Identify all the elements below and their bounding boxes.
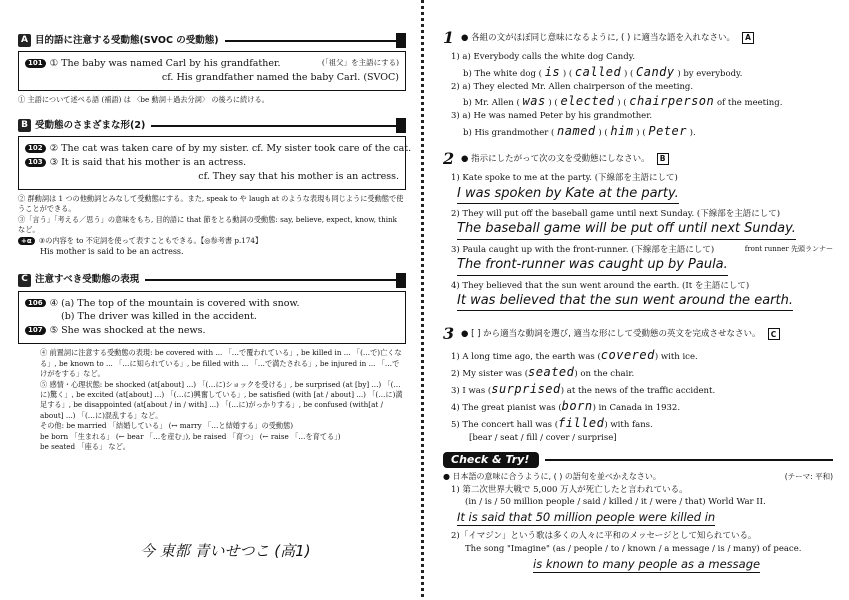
example-cf: cf. They say that his mother is an actress. bbox=[198, 170, 399, 182]
example-106b: (b) The driver was killed in the accident. bbox=[61, 311, 257, 323]
section-b-badge: B bbox=[18, 119, 31, 132]
example-text: ③ It is said that his mother is an actress. bbox=[49, 157, 247, 169]
answer-input[interactable]: is known to many people as a message bbox=[533, 557, 760, 573]
section-a-note: ① 主語について述べる語 (補語) は 〈be 動詞＋過去分詞〉 の後ろに続ける。 bbox=[18, 94, 269, 104]
section-a-header bbox=[18, 34, 406, 47]
check-badge: Check & Try! bbox=[443, 452, 539, 468]
q2-prompt: 3) Paula caught up with the front-runner. (下線部を主語にして) bbox=[451, 244, 715, 255]
text: ) with ice. bbox=[654, 352, 698, 363]
question-1-header bbox=[443, 28, 833, 48]
answer-input[interactable]: surprised bbox=[491, 382, 561, 397]
question-3-header bbox=[443, 324, 833, 344]
q3-line bbox=[451, 399, 833, 414]
divider bbox=[145, 279, 406, 281]
example-103 bbox=[25, 157, 399, 169]
section-a-badge: A bbox=[18, 34, 31, 47]
note-line bbox=[18, 236, 406, 246]
q2-prompt: 4) They believed that the sun went around the earth. (It を主語にして) bbox=[451, 280, 750, 291]
note-line: be seated 「座る」 など。 bbox=[40, 442, 130, 452]
example-note: (「祖父」を主語にする) bbox=[321, 58, 399, 67]
question-title: ● 各組の文がほぼ同じ意味になるように, ( ) に適当な語を入れなさい。 bbox=[461, 32, 736, 43]
example-cf: cf. His grandfather named the baby Carl. (SVOC) bbox=[161, 71, 399, 83]
question-title: ● [ ] から適当な動詞を選び, 適当な形にして受動態の英文を完成させなさい。 bbox=[461, 329, 761, 340]
section-b-notes bbox=[18, 194, 406, 258]
theme-label: (テーマ: 平和) bbox=[784, 471, 833, 481]
q3-line bbox=[451, 365, 833, 380]
text: ) at the news of the traffic accident. bbox=[560, 386, 716, 397]
section-c-notes bbox=[40, 348, 406, 452]
answer-input[interactable]: Peter bbox=[648, 123, 687, 138]
answer-input[interactable]: seated bbox=[528, 365, 575, 380]
answer-input[interactable]: The baseball game will be put off until next Sunday. bbox=[457, 221, 796, 239]
check-words: (in / is / 50 million people / said / killed / it / were / that) World War II. bbox=[465, 497, 766, 508]
question-title: ● 指示にしたがって次の文を受動態にしなさい。 bbox=[461, 153, 650, 164]
word-choices: [bear / seat / fill / cover / surprise] bbox=[469, 433, 617, 444]
answer-input[interactable]: It is said that 50 million people were killed in bbox=[457, 510, 715, 526]
q2-prompt: 1) Kate spoke to me at the party. (下線部を主語にして) bbox=[451, 172, 678, 183]
text: 1) A long time ago, the earth was ( bbox=[451, 352, 601, 363]
note-line: ⑤ 感情・心理状態: be shocked (at[about] ...) 「(…に)ショックを受ける」, be surprised (at [by] ...) 「(…に)驚く」, be excited (at[about] ...) 「(…に)興奮している」, be satisfied (with [at / about] ...) 「(…に)満足する」, be disappointed (at[about / in / with] ...) 「(…に)がっかりする」, be confused (with[at / about] ...) 「(…に)混乱する」など。 bbox=[40, 379, 403, 420]
q3-line bbox=[451, 382, 833, 397]
question-number: 1 bbox=[443, 28, 455, 47]
q1-answer-line: b) Mr. Allen ( was ) ( elected ) ( chairperson of the meeting. bbox=[463, 94, 783, 109]
section-a-title: 目的語に注意する受動態(SVOC の受動態) bbox=[35, 34, 219, 46]
example-106 bbox=[25, 298, 399, 310]
check-header bbox=[443, 452, 833, 468]
answer-input[interactable]: I was spoken by Kate at the party. bbox=[457, 186, 679, 204]
example-tag: 103 bbox=[25, 158, 46, 167]
plus-alpha-tag: +α bbox=[18, 237, 35, 245]
q2-prompt: 2) They will put off the baseball game until next Sunday. (下線部を主語にして) bbox=[451, 208, 781, 219]
text: b) The white dog ( bbox=[463, 68, 542, 79]
example-text: ② The cat was taken care of by my sister. cf. My sister took care of the cat. bbox=[49, 143, 412, 155]
check-prompt: 1) 第二次世界大戦で 5,000 万人が死亡したと言われている。 bbox=[451, 484, 688, 495]
text: ) with fans. bbox=[604, 420, 653, 431]
q1-sentence: 2) a) They elected Mr. Allen chairperson of the meeting. bbox=[451, 81, 694, 92]
check-instructions bbox=[443, 472, 833, 482]
note-line: ② 群動詞は 1 つの他動詞とみなして受動態にする。また, speak to や laugh at のような表現も同じように受動態で使うことができる。 bbox=[18, 193, 404, 214]
page-spine bbox=[421, 0, 424, 600]
example-tag: 101 bbox=[25, 59, 46, 68]
q1-sentence: 1) a) Everybody calls the white dog Candy. bbox=[451, 52, 636, 62]
answer-input[interactable]: is bbox=[544, 64, 561, 79]
q3-line bbox=[451, 416, 833, 431]
note-line: be born 「生まれる」 (← bear 「…を産む」), be raised 「育つ」 (← raise 「…を育てる」) bbox=[40, 431, 341, 441]
section-c-title: 注意すべき受動態の表現 bbox=[35, 274, 140, 286]
check-prompt: 2)「イマジン」という歌は多くの人々に平和のメッセージとして知られている。 bbox=[451, 531, 757, 542]
check-and-try bbox=[443, 452, 833, 576]
section-c-badge: C bbox=[18, 274, 31, 287]
vocab-note: front runner 先頭ランナー bbox=[744, 244, 833, 253]
q2-prompt-row bbox=[451, 245, 833, 256]
answer-input[interactable]: elected bbox=[560, 94, 615, 109]
note-text: ③の内容を to 不定詞を使って表すこともできる。【◎参考書 p.174】 bbox=[38, 235, 263, 245]
answer-input[interactable]: covered bbox=[600, 348, 655, 363]
question-number: 2 bbox=[443, 148, 455, 168]
text: 3) I was ( bbox=[451, 386, 492, 397]
example-107 bbox=[25, 325, 399, 337]
note-example: His mother is said to be an actress. bbox=[40, 247, 184, 256]
q1-answer-line: b) His grandmother ( named ) ( him ) ( Peter ). bbox=[463, 123, 696, 138]
section-b-examples bbox=[18, 136, 412, 190]
instruction-text: ● 日本語の意味に合うように, ( ) の語句を並べかえなさい。 bbox=[443, 471, 661, 481]
example-text: ① The baby was named Carl by his grandfather. bbox=[49, 58, 281, 69]
example-text: ④ (a) The top of the mountain is covered with snow. bbox=[49, 297, 300, 309]
answer-input[interactable]: born bbox=[561, 399, 593, 414]
text: 2) My sister was ( bbox=[451, 369, 529, 380]
section-c-header bbox=[18, 274, 406, 287]
text: of the meeting. bbox=[716, 98, 783, 109]
header-cap bbox=[396, 273, 406, 288]
question-mark: A bbox=[742, 32, 754, 44]
section-c-examples bbox=[18, 291, 406, 345]
text: 4) The great pianist was ( bbox=[451, 403, 562, 414]
answer-input[interactable]: called bbox=[574, 64, 622, 79]
section-b-title: 受動態のさまざまな形(2) bbox=[35, 119, 146, 131]
q1-answer-line: b) The white dog ( is ) ( called ) ( Candy ) by everybody. bbox=[463, 64, 743, 79]
answer-input[interactable]: filled bbox=[558, 416, 605, 431]
answer-input[interactable]: was bbox=[522, 94, 546, 109]
section-b-header bbox=[18, 119, 406, 132]
handwritten-signature: 今 東都 青いせつこ (高1) bbox=[140, 542, 311, 560]
example-tag: 106 bbox=[25, 299, 46, 308]
question-number: 3 bbox=[443, 324, 455, 344]
divider bbox=[545, 459, 833, 461]
header-cap bbox=[396, 118, 406, 133]
question-mark: C bbox=[768, 328, 780, 340]
q1-sentence: 3) a) He was named Peter by his grandmother. bbox=[451, 111, 653, 122]
note-line: ③「言う」「考える／思う」の意味をもち, 目的語に that 節をとる動詞の受動態: say, believe, expect, know, think など。 bbox=[18, 214, 397, 235]
answer-input[interactable]: The front-runner was caught up by Paula. bbox=[457, 257, 728, 275]
text: ) on the chair. bbox=[574, 369, 635, 380]
text: ) in Canada in 1932. bbox=[592, 403, 681, 414]
question-2-header bbox=[443, 149, 833, 169]
question-mark: B bbox=[657, 153, 669, 165]
divider bbox=[151, 125, 406, 127]
answer-input[interactable]: Candy bbox=[636, 64, 675, 79]
divider bbox=[225, 40, 406, 42]
example-102 bbox=[25, 143, 412, 155]
text: b) Mr. Allen ( bbox=[463, 98, 520, 109]
answer-input[interactable]: him bbox=[610, 123, 634, 138]
example-tag: 107 bbox=[25, 326, 46, 335]
note-line: その他: be married 「結婚している」 (↔ marry 「…と結婚する」の受動態) bbox=[40, 421, 294, 431]
q3-line bbox=[451, 348, 833, 363]
note-line: ④ 前置詞に注意する受動態の表現: be covered with ... 「…で覆われている」, be killed in ... 「(…で)亡くなる」, be known to ... 「…に知られている」, be filled with ... 「…で満たされる」, be injured in ... 「…でけがをする」など。 bbox=[40, 348, 402, 379]
text: b) His grandmother ( bbox=[463, 127, 555, 138]
example-text: ⑤ She was shocked at the news. bbox=[49, 325, 206, 337]
text: ) by everybody. bbox=[677, 68, 743, 79]
answer-input[interactable]: named bbox=[557, 123, 596, 138]
example-101 bbox=[25, 58, 399, 70]
header-cap bbox=[396, 33, 406, 48]
answer-input[interactable]: It was believed that the sun went around the earth. bbox=[457, 293, 793, 311]
answer-input[interactable]: chairperson bbox=[629, 94, 715, 109]
check-words: The song "Imagine" (as / people / to / known / a message / is / many) of peace. bbox=[465, 544, 802, 554]
text: 5) The concert hall was ( bbox=[451, 420, 559, 431]
section-a-examples bbox=[18, 51, 406, 91]
example-tag: 102 bbox=[25, 144, 46, 153]
left-page bbox=[0, 0, 424, 600]
right-page bbox=[425, 0, 849, 600]
